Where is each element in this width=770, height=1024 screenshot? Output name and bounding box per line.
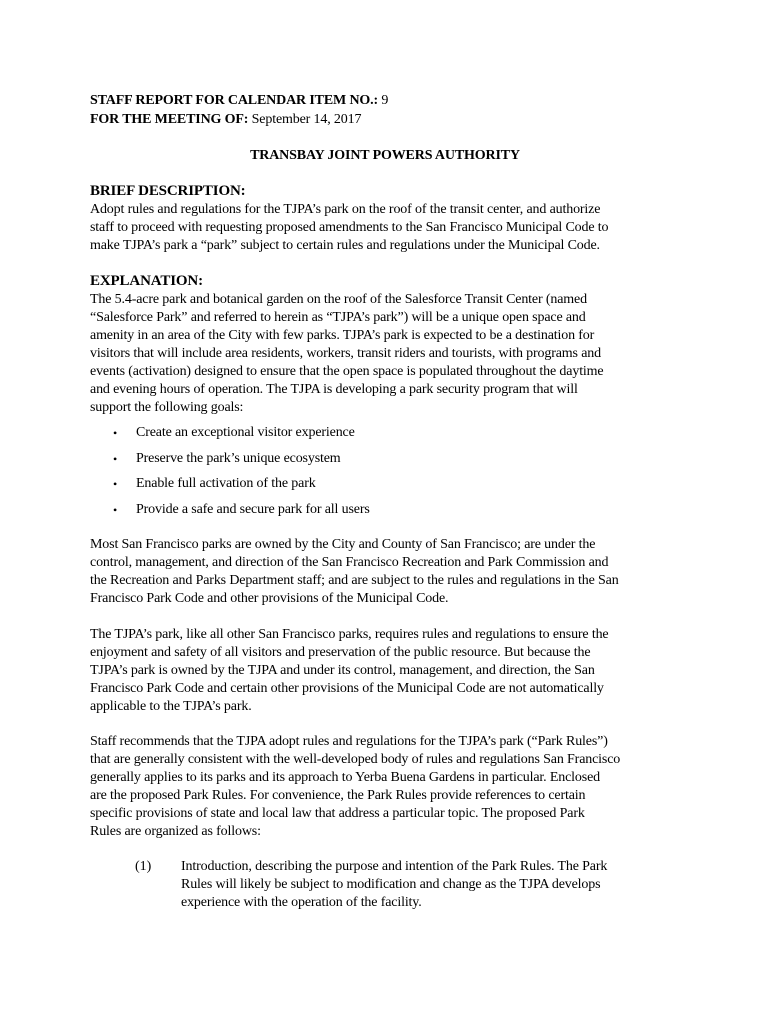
paragraph-line: amenity in an area of the City with few parks. TJPA’s park is expected to be a destination for	[90, 328, 595, 343]
goal-item: Create an exceptional visitor experience	[136, 425, 355, 440]
bullet-icon: •	[113, 503, 118, 517]
list-item-line: Rules will likely be subject to modification and change as the TJPA develops	[181, 877, 601, 892]
paragraph-line: enjoyment and safety of all visitors and preservation of the public resource. But because the	[90, 645, 591, 660]
paragraph-line: TJPA’s park is owned by the TJPA and under its control, management, and direction, the San	[90, 663, 595, 678]
meeting-line	[90, 111, 361, 129]
paragraph-line: are the proposed Park Rules. For convenience, the Park Rules provide references to certain	[90, 788, 586, 803]
paragraph-line: applicable to the TJPA’s park.	[90, 699, 252, 714]
paragraph-line: support the following goals:	[90, 400, 244, 415]
calendar-item-line	[90, 92, 388, 110]
paragraph-line: and evening hours of operation. The TJPA is developing a park security program that will	[90, 382, 578, 397]
paragraph-line: Rules are organized as follows:	[90, 824, 261, 839]
list-number: (1)	[135, 859, 152, 874]
goal-item: Provide a safe and secure park for all users	[136, 502, 370, 517]
paragraph-line: the Recreation and Parks Department staff; and are subject to the rules and regulations in the San	[90, 573, 619, 588]
meeting-date: September 14, 2017	[251, 112, 362, 127]
paragraph-line: specific provisions of state and local law that address a particular topic. The proposed Park	[90, 806, 585, 821]
paragraph-line: The TJPA’s park, like all other San Francisco parks, requires rules and regulations to ensure the	[90, 627, 609, 642]
list-item-line: Introduction, describing the purpose and intention of the Park Rules. The Park	[181, 859, 608, 874]
goal-item: Preserve the park’s unique ecosystem	[136, 451, 341, 466]
list-item-line: experience with the operation of the facility.	[181, 895, 422, 910]
paragraph-line: Staff recommends that the TJPA adopt rules and regulations for the TJPA’s park (“Park Rules”)	[90, 734, 608, 749]
calendar-item-label: STAFF REPORT FOR CALENDAR ITEM NO.:	[90, 93, 379, 108]
organization-title: TRANSBAY JOINT POWERS AUTHORITY	[250, 148, 520, 163]
brief-line: Adopt rules and regulations for the TJPA’s park on the roof of the transit center, and authorize	[90, 202, 601, 217]
paragraph-line: “Salesforce Park” and referred to herein as “TJPA’s park”) will be a unique open space and	[90, 310, 586, 325]
paragraph-line: The 5.4-acre park and botanical garden on the roof of the Salesforce Transit Center (named	[90, 292, 587, 307]
paragraph-line: that are generally consistent with the well-developed body of rules and regulations San Francisco	[90, 752, 621, 767]
brief-description-heading: BRIEF DESCRIPTION:	[90, 183, 246, 199]
meeting-label: FOR THE MEETING OF:	[90, 112, 249, 127]
explanation-heading: EXPLANATION:	[90, 273, 203, 289]
bullet-icon: •	[113, 477, 118, 491]
paragraph-line: generally applies to its parks and its approach to Yerba Buena Gardens in particular. Enclosed	[90, 770, 600, 785]
bullet-icon: •	[113, 452, 118, 466]
paragraph-line: Francisco Park Code and certain other provisions of the Municipal Code are not automatically	[90, 681, 604, 696]
goal-item: Enable full activation of the park	[136, 476, 316, 491]
paragraph-line: visitors that will include area residents, workers, transit riders and tourists, with programs and	[90, 346, 601, 361]
brief-line: make TJPA’s park a “park” subject to certain rules and regulations under the Municipal Code.	[90, 238, 600, 253]
paragraph-line: events (activation) designed to ensure that the open space is populated throughout the daytime	[90, 364, 604, 379]
paragraph-line: Francisco Park Code and other provisions of the Municipal Code.	[90, 591, 449, 606]
brief-line: staff to proceed with requesting proposed amendments to the San Francisco Municipal Code to	[90, 220, 609, 235]
paragraph-line: control, management, and direction of the San Francisco Recreation and Park Commission and	[90, 555, 609, 570]
calendar-item-number: 9	[381, 93, 389, 108]
bullet-icon: •	[113, 426, 118, 440]
paragraph-line: Most San Francisco parks are owned by the City and County of San Francisco; are under the	[90, 537, 596, 552]
